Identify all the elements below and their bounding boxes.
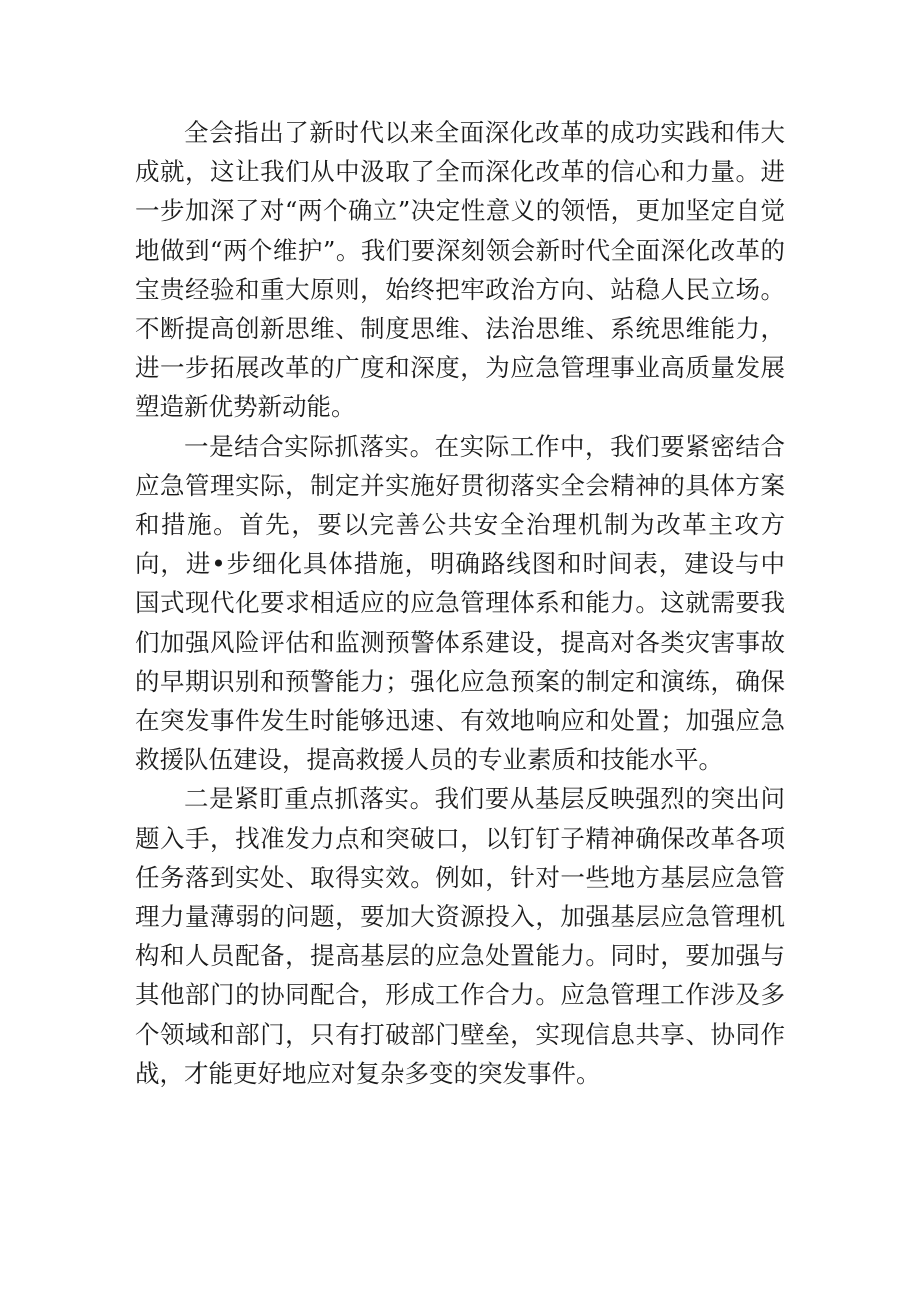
- paragraph-point-one: 一是结合实际抓落实。在实际工作中，我们要紧密结合应急管理实际，制定并实施好贯彻落实全会精神的具体方案和措施。首先，要以完善公共安全治理机制为改革主攻方向，进•步细化具体措施，明确路线图和时间表，建设与中国式现代化要求相适应的应急管理体系和能力。这就需要我们加强风险评估和监测预警体系建设，提高对各类灾害事故的早期识别和预警能力；强化应急预案的制定和演练，确保在突发事件发生时能够迅速、有效地响应和处置；加强应急救援队伍建设，提高救援人员的专业素质和技能水平。: [135, 431, 785, 775]
- document-body: [135, 113, 785, 1093]
- paragraph-intro: 全会指出了新时代以来全面深化改革的成功实践和伟大成就，这让我们从中汲取了全而深化改革的信心和力量。进一步加深了对“两个确立”决定性意义的领悟，更加坚定自觉地做到“两个维护”。我们要深刻领会新时代全面深化改革的宝贵经验和重大原则，始终把牢政治方向、站稳人民立场。不断提高创新思维、制度思维、法治思维、系统思维能力，进一步拓展改革的广度和深度，为应急管理事业高质量发展塑造新优势新动能。: [135, 118, 785, 422]
- paragraph-point-two: 二是紧盯重点抓落实。我们要从基层反映强烈的突出问题入手，找准发力点和突破口，以钉钉子精神确保改革各项任务落到实处、取得实效。例如，针对一些地方基层应急管理力量薄弱的问题，要加大资源投入，加强基层应急管理机构和人员配备，提高基层的应急处置能力。同时，要加强与其他部门的协同配合，形成工作合力。应急管理工作涉及多个领域和部门，只有打破部门壁垒，实现信息共享、协同作战，才能更好地应对复杂多变的突发事件。: [135, 784, 785, 1088]
